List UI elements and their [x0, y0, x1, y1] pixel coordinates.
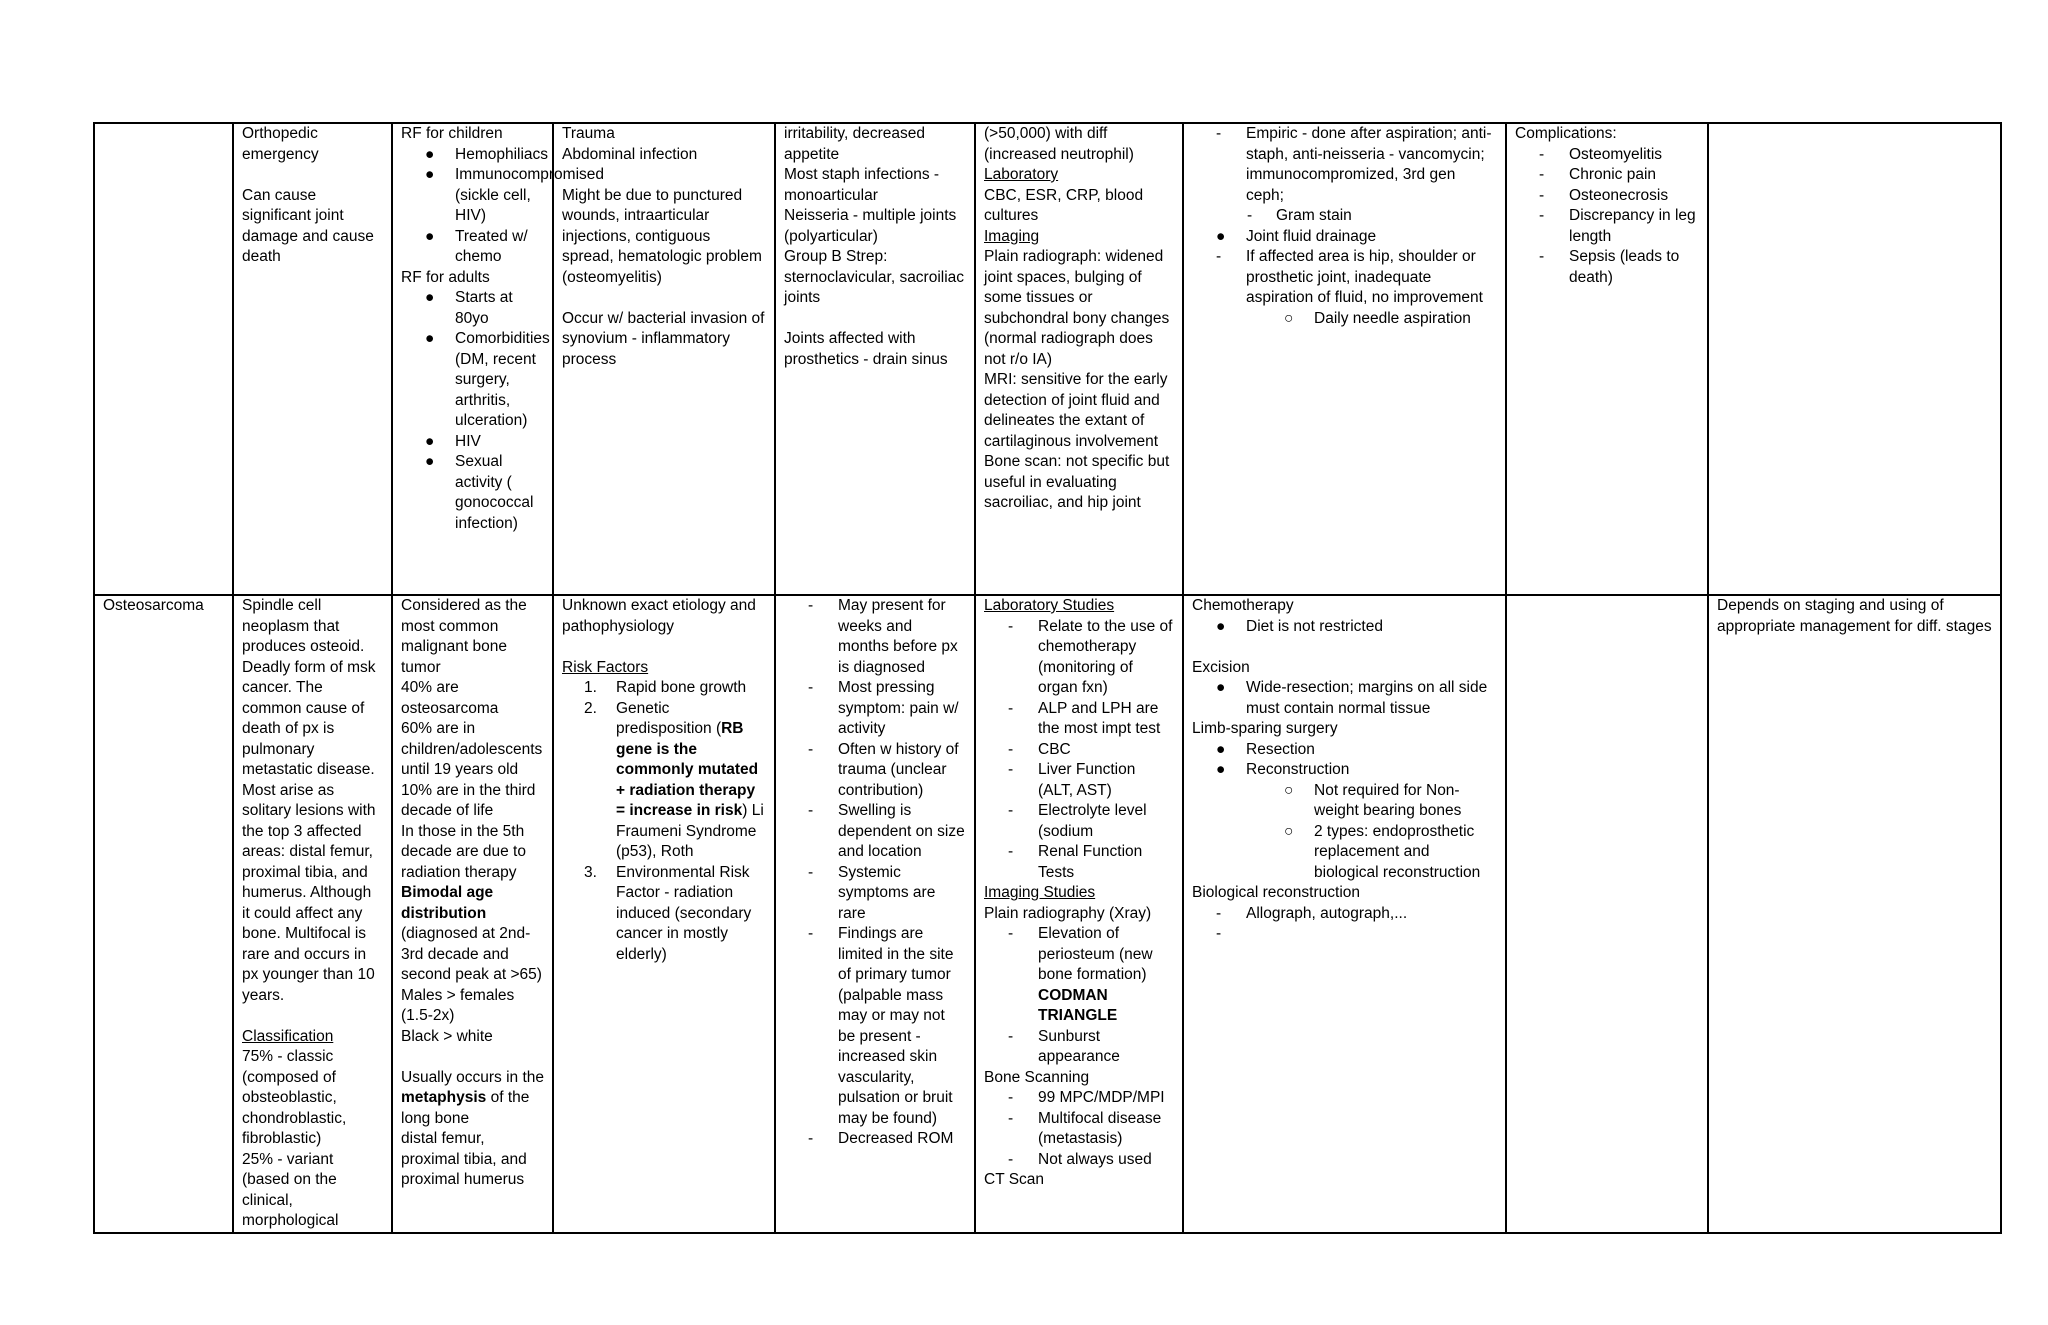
complications-cell: Complications: - Osteomyelitis - Chronic pain - Osteonecrosis - Discrepancy in leg length - Sepsis (leads to death) — [1506, 123, 1708, 595]
list-item: ● HIV — [425, 432, 481, 450]
list-item: - Elevation of periosteum (new bone formation) CODMAN TRIANGLE — [1008, 925, 1153, 1024]
risk-factors-heading: Risk Factors — [562, 658, 649, 676]
management-cell — [1183, 123, 1506, 595]
list-item: - Multifocal disease (metastasis) — [1008, 1109, 1162, 1147]
list-item: ● Comorbidities (DM, recent surgery, arthritis, ulceration) — [425, 330, 550, 429]
notes-table — [93, 122, 2002, 1234]
list-item: - Gram stain — [1247, 207, 1352, 224]
complications-cell — [1506, 595, 1708, 1233]
list-item: - ALP and LPH are the most impt test — [1008, 699, 1161, 737]
list-item: ○ Not required for Non-weight bearing bones — [1284, 781, 1462, 819]
list-item: ○ Daily needle aspiration — [1284, 309, 1471, 327]
diagnostics-cell: Laboratory Studies - Relate to the use of chemotherapy (monitoring of organ fxn) - ALP and LPH are the most impt test - CBC - Liver Function (ALT, AST) - Electrolyte level (sodium - Renal Function Tests Imaging Studies Plain radiography (Xray) - Elevation of periosteum (new bone formation) CODMAN TRIANGLE - Sunburst appearance Bone Scanning - 99 MPC/MDP/MPI - Multifocal disease (metastasis) - Not always used CT Scan — [975, 595, 1183, 1233]
list-item: - Liver Function (ALT, AST) — [1008, 761, 1136, 799]
list-item: ● Starts at 80yo — [425, 289, 513, 327]
list-item: - Allograph, autograph,... — [1216, 904, 1408, 922]
definition-cell: Spindle cell neoplasm that produces osteoid. Deadly form of msk cancer. The common cause of death of px is pulmonary metastatic disease. Most arise as solitary lesions with the top 3 affected areas: distal femur, proximal tibia, and humerus. Although it could affect any bone. Multifocal is rare and occurs in px younger than 10 years. Classification 75% - classic (composed of obsteoblastic, chondroblastic, fibroblastic) 25% - variant (based on the clinical, morphological — [233, 595, 392, 1233]
list-item: ● Reconstruction — [1216, 761, 1350, 778]
clinical-cell — [775, 595, 975, 1233]
list-item: ● Diet is not restricted — [1216, 617, 1383, 635]
etiology-cell: Trauma Abdominal infection Might be due to punctured wounds, intraarticular injections, contiguous spread, hematologic problem (osteomyelitis) Occur w/ bacterial invasion of synovium - inflammatory process — [553, 123, 775, 595]
classification-heading: Classification — [242, 1027, 334, 1045]
laboratory-heading: Laboratory Studies — [984, 597, 1115, 614]
list-item: - 99 MPC/MDP/MPI — [1008, 1089, 1165, 1106]
list-item: ● Wide-resection; margins on all side must contain normal tissue — [1216, 679, 1488, 717]
list-item: ● Sexual activity ( gonococcal infection) — [425, 453, 534, 532]
prognosis-cell — [1708, 123, 2001, 595]
list-item: ○ 2 types: endoprosthetic replacement and biological reconstruction — [1284, 822, 1481, 881]
list-item: - Osteomyelitis — [1539, 145, 1663, 163]
disease-cell — [94, 123, 233, 595]
list-item: - Osteonecrosis — [1539, 186, 1669, 204]
disease-cell — [94, 595, 233, 1233]
list-item: - May present for weeks and months before px is diagnosed — [808, 597, 958, 676]
list-item: - CBC — [1008, 740, 1071, 758]
list-item: - Electrolyte level (sodium — [1008, 802, 1147, 840]
definition-cell — [233, 123, 392, 595]
list-item: ● Treated w/ chemo — [425, 227, 528, 265]
epidemiology-cell: Considered as the most common malignant bone tumor 40% are osteosarcoma 60% are in children/adolescents until 19 years old 10% are in the third decade of life In those in the 5th decade are due to radiation therapy Bimodal age distribution (diagnosed at 2nd-3rd decade and second peak at >65) Males > females (1.5-2x) Black > white Usually occurs in the metaphysis of the long bone distal femur, proximal tibia, and proximal humerus — [392, 595, 553, 1233]
definition-line: Orthopedic emergency — [242, 125, 319, 163]
etiology-cell: Unknown exact etiology and pathophysiology Risk Factors 1. Rapid bone growth 2. Genetic predisposition (RB gene is the commonly mutated + radiation therapy = increase in risk) Li Fraumeni Syndrome (p53), Roth 3. Environmental Risk Factor - radiation induced (secondary cancer in mostly elderly) — [553, 595, 775, 1233]
list-item: - Often w history of trauma (unclear contribution) — [808, 740, 959, 799]
list-item: ● Resection — [1216, 740, 1315, 758]
laboratory-heading: Laboratory — [984, 166, 1059, 183]
diagnostics-cell: (>50,000) with diff (increased neutrophil) Laboratory CBC, ESR, CRP, blood cultures Imaging Plain radiograph: widened joint spaces, bulging of some tissues or subchondral bony changes (normal radiograph does not r/o IA) MRI: sensitive for the early detection of joint fluid and delineates the extant of cartilaginous involvement Bone scan: not specific but useful in evaluating sacroiliac, and hip joint — [975, 123, 1183, 595]
list-item: - Chronic pain — [1539, 166, 1657, 183]
imaging-heading: Imaging — [984, 227, 1040, 245]
list-item: - Decreased ROM — [808, 1130, 954, 1147]
list-item: - Relate to the use of chemotherapy (monitoring of organ fxn) — [1008, 617, 1173, 696]
list-item: 1. Rapid bone growth — [584, 679, 747, 696]
list-item: - Findings are limited in the site of primary tumor (palpable mass may or may not be present - increased skin vascularity, pulsation or bruit may be found) — [808, 925, 954, 1127]
list-item: ● Immunocompromised (sickle cell, HIV) — [425, 166, 605, 224]
list-item: - Systemic symptoms are rare — [808, 863, 936, 922]
table-row — [94, 123, 2001, 595]
list-item: ● Hemophiliacs — [425, 145, 549, 163]
list-item: - Sunburst appearance — [1008, 1027, 1120, 1065]
list-item: - Empiric - done after aspiration; anti-staph, anti-neisseria - vancomycin; immunocompromized, 3rd gen ceph; — [1216, 125, 1492, 204]
list-item: - Sepsis (leads to death) — [1539, 248, 1680, 286]
list-item: - Renal Function Tests — [1008, 843, 1143, 881]
clinical-cell: irritability, decreased appetite Most staph infections - monoarticular Neisseria - multiple joints (polyarticular) Group B Strep: sternoclavicular, sacroiliac joints Joints affected with prosthetics - drain sinus — [775, 123, 975, 595]
prognosis-cell: Depends on staging and using of appropriate management for diff. stages — [1708, 595, 2001, 1233]
list-item: - Discrepancy in leg length — [1539, 207, 1696, 245]
list-item: 3. Environmental Risk Factor - radiation induced (secondary cancer in mostly elderly) — [584, 863, 752, 963]
list-item: - Most pressing symptom: pain w/ activity — [808, 679, 959, 737]
list-item: - Not always used — [1008, 1150, 1152, 1168]
disease-name: Osteosarcoma — [103, 597, 204, 614]
list-item: ● Joint fluid drainage — [1216, 227, 1377, 245]
definition-line: Can cause significant joint damage and cause death — [242, 186, 374, 265]
management-cell: Chemotherapy ● Diet is not restricted Excision ● Wide-resection; margins on all side must contain normal tissue Limb-sparing surgery ● Resection ● Reconstruction ○ Not required for Non-weight bearing bones ○ 2 types: endoprosthetic replacement and biological reconstruction Biological reconstruction - Allograph, autograph,... - — [1183, 595, 1506, 1233]
table-row — [94, 595, 2001, 1233]
list-item: 2. Genetic predisposition (RB gene is the commonly mutated + radiation therapy = increase in risk) Li Fraumeni Syndrome (p53), Roth — [584, 699, 764, 860]
list-item: - Swelling is dependent on size and location — [808, 802, 965, 860]
imaging-heading: Imaging Studies — [984, 884, 1096, 901]
list-item: - If affected area is hip, shoulder or prosthetic joint, inadequate aspiration of fluid, no improvement — [1216, 248, 1483, 306]
risk-factors-cell: RF for children ● Hemophiliacs ● Immunocompromised (sickle cell, HIV) ● Treated w/ chemo RF for adults ● Starts at 80yo ● Comorbidities (DM, recent surgery, arthritis, ulceration) ● HIV ● Sexual activity ( gonococcal infection) — [392, 123, 553, 595]
